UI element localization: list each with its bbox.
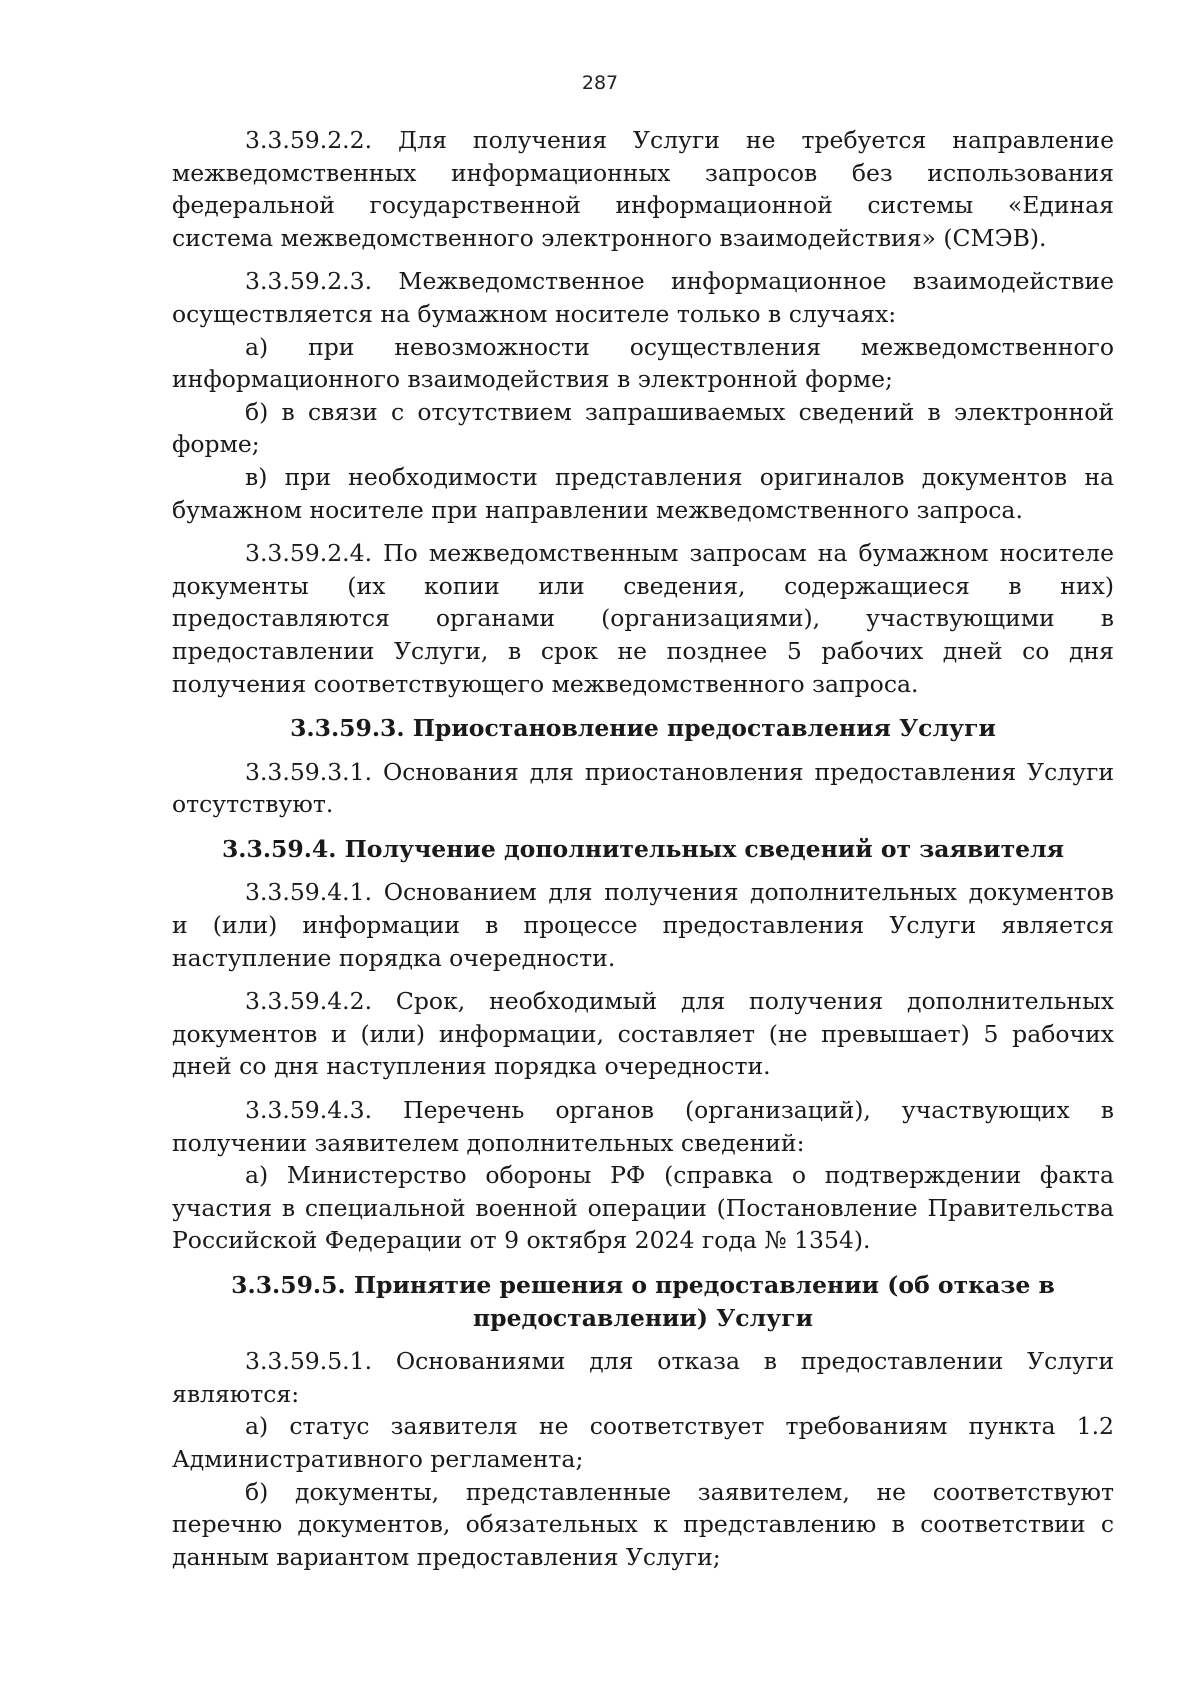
list-item-b: б) в связи с отсутствием запрашиваемых сведений в электронной форме; [172,397,1114,459]
document-body [172,124,1114,1573]
paragraph-3-3-59-5-1: 3.3.59.5.1. Основаниями для отказа в предоставлении Услуги являются: [172,1347,1114,1408]
refusal-item-b: б) документы, представленные заявителем, не соответствуют перечню документов, обязательных к представлению в соответствии с данным вариантом предоставления Услуги; [172,1477,1114,1571]
section-heading-line-2: предоставлении) Услуги [472,1303,814,1332]
paragraph-3-3-59-2-2: 3.3.59.2.2. Для получения Услуги не требуется направление межведомственных информационных запросов без использования федеральной государственной информационной системы «Единая система межведомственного электронного взаимодействия» (СМЭВ). [172,126,1114,252]
section-heading-3-3-59-5 [172,1269,1114,1334]
paragraph-3-3-59-4-1: 3.3.59.4.1. Основанием для получения дополнительных документов и (или) информации в процессе предоставления Услуги является наступление порядка очередности. [172,878,1114,972]
paragraph-3-3-59-4-3: 3.3.59.4.3. Перечень органов (организаций), участвующих в получении заявителем дополнительных сведений: [172,1096,1114,1157]
paragraph-3-3-59-2-3: 3.3.59.2.3. Межведомственное информационное взаимодействие осуществляется на бумажном носителе только в случаях: [172,267,1114,328]
paragraph-3-3-59-2-4: 3.3.59.2.4. По межведомственным запросам на бумажном носителе документы (их копии или сведения, содержащиеся в них) предоставляются органами (организациями), участвующими в предоставлении Услуги, в срок не позднее 5 рабочих дней со дня получения соответствующего межведомственного запроса. [172,539,1114,698]
paragraph-3-3-59-3-1: 3.3.59.3.1. Основания для приостановления предоставления Услуги отсутствуют. [172,757,1114,819]
section-heading-3-3-59-3: 3.3.59.3. Приостановление предоставления Услуги [290,714,996,743]
list-item-a-ministry: а) Министерство обороны РФ (справка о подтверждении факта участия в специальной военной операции (Постановление Правительства Российской Федерации от 9 октября 2024 года № 1354). [172,1161,1114,1255]
list-item-v: в) при необходимости представления оригиналов документов на бумажном носителе при направлении межведомственного запроса. [172,462,1114,524]
section-heading-3-3-59-4: 3.3.59.4. Получение дополнительных сведений от заявителя [221,834,1065,863]
paragraph-3-3-59-4-2: 3.3.59.4.2. Срок, необходимый для получения дополнительных документов и (или) информации, составляет (не превышает) 5 рабочих дней со дня наступления порядка очередности. [172,987,1114,1081]
page-number: 287 [581,72,619,94]
refusal-item-a: а) статус заявителя не соответствует требованиям пункта 1.2 Административного регламента; [172,1412,1114,1473]
list-item-a: а) при невозможности осуществления межведомственного информационного взаимодействия в электронной форме; [172,332,1114,394]
section-heading-line-1: 3.3.59.5. Принятие решения о предоставлении (об отказе в [231,1271,1055,1299]
